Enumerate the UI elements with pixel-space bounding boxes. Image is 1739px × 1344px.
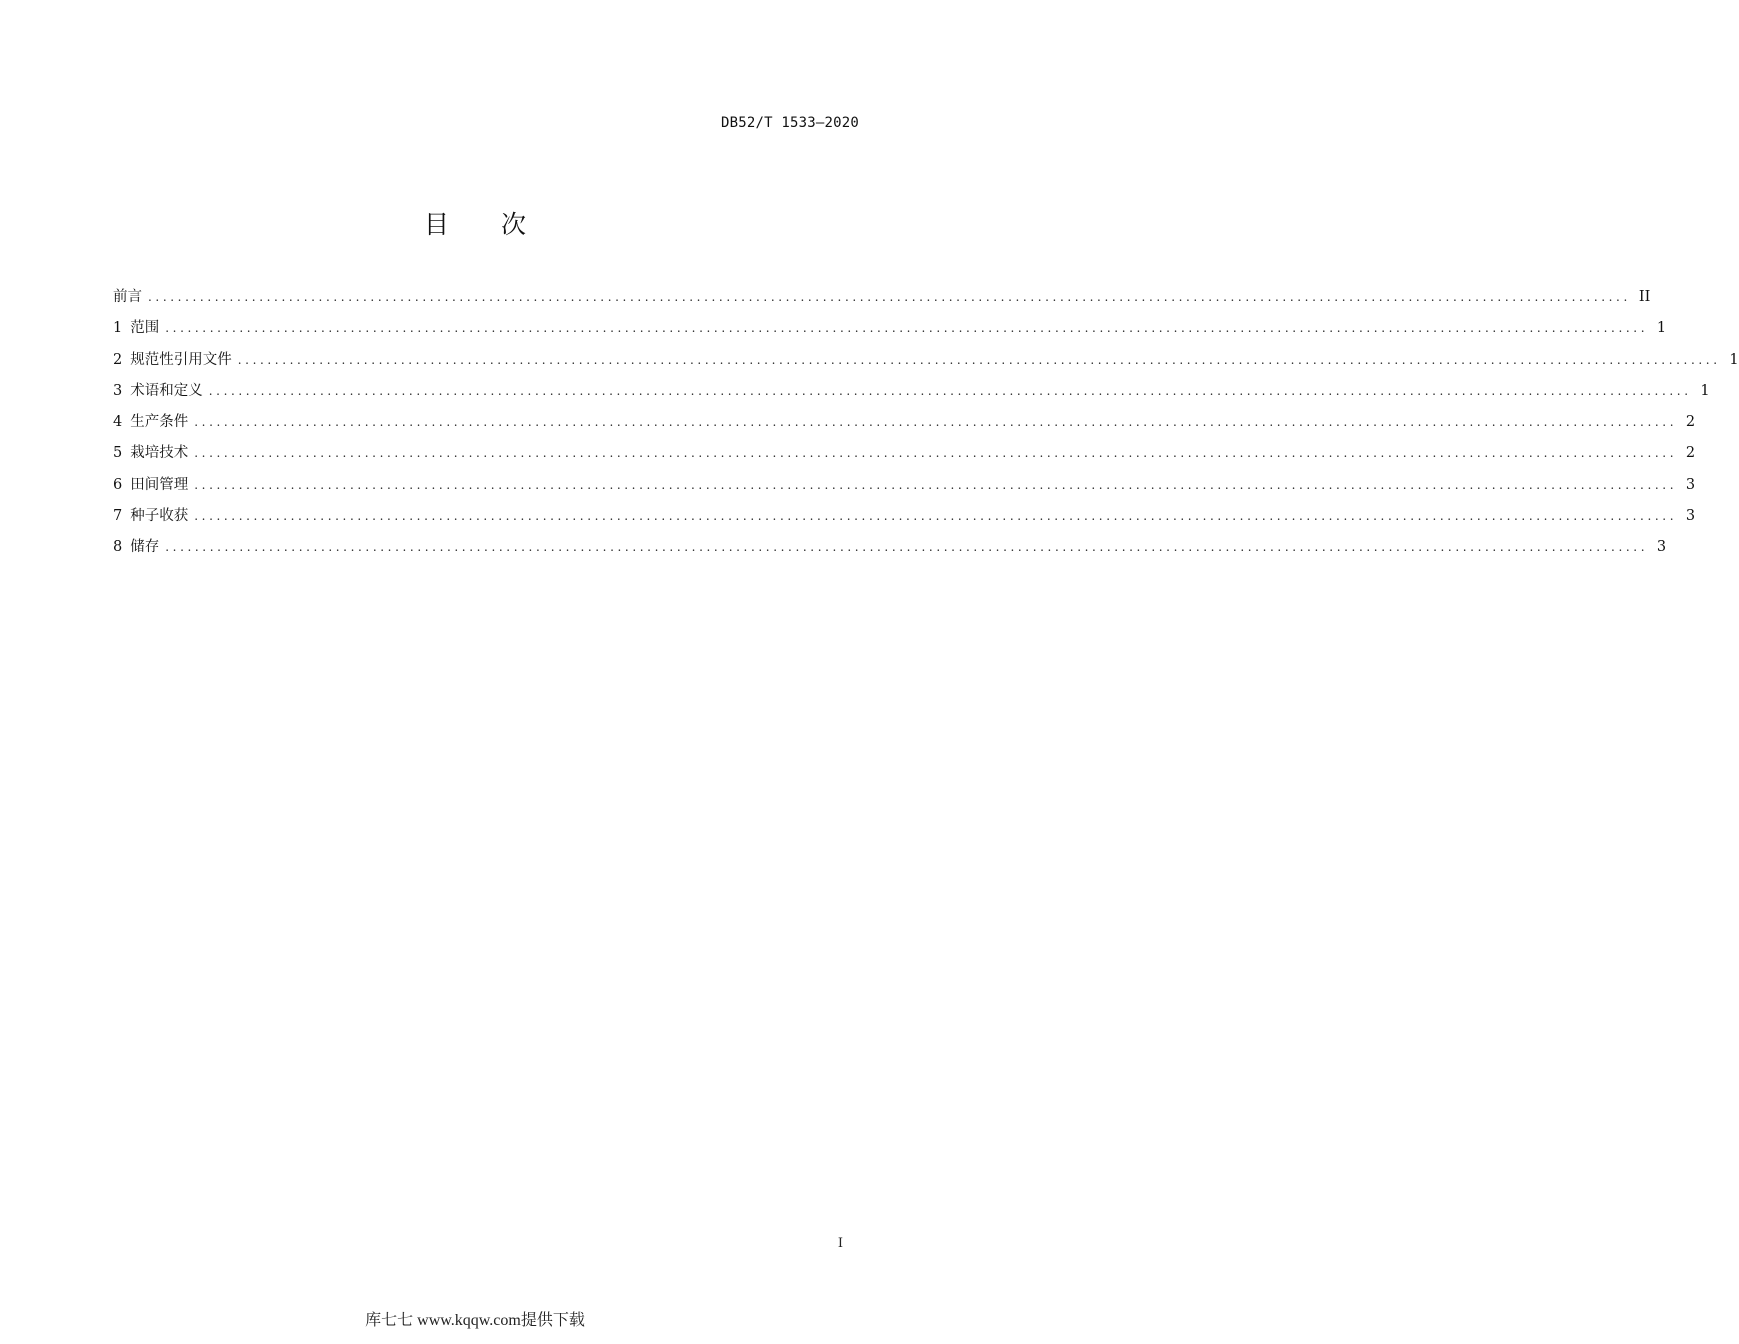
toc-leader-dots: ........................................................................................................................................................................................................ [194, 509, 1678, 524]
toc-entry-text: 储存 [130, 539, 160, 556]
toc-list [113, 285, 1739, 567]
toc-entry-text: 种子收获 [130, 508, 189, 525]
toc-entry-text: 生产条件 [130, 414, 189, 431]
toc-entry-text: 前言 [113, 289, 142, 305]
toc-entry-seed-harvest[interactable] [113, 504, 1696, 535]
toc-entry-number: 1 [113, 320, 123, 337]
footer-download-notice: 库七七 www.kqqw.com提供下载 [365, 1312, 585, 1329]
toc-leader-dots: ........................................................................................................................................................................................................ [208, 383, 1692, 398]
toc-entry-number: 6 [113, 476, 123, 493]
page-number: I [837, 1236, 843, 1251]
toc-title-char-1: 目 [423, 210, 449, 239]
toc-leader-dots: ........................................................................................................................................................................................................ [194, 477, 1678, 492]
toc-entry-number: 4 [113, 414, 123, 431]
toc-entry-page: 1 [1729, 351, 1739, 368]
toc-title [0, 205, 950, 241]
toc-entry-production-conditions[interactable] [113, 410, 1696, 441]
toc-leader-dots: ........................................................................................................................................................................................................ [165, 540, 1649, 555]
toc-entry-field-management[interactable] [113, 473, 1696, 504]
toc-leader-dots: ........................................................................................................................................................................................................ [148, 290, 1631, 304]
toc-entry-terms-definitions[interactable] [113, 379, 1710, 410]
toc-entry-storage[interactable] [113, 535, 1667, 566]
toc-entry-page: 3 [1685, 508, 1696, 525]
toc-entry-number: 2 [113, 351, 123, 368]
toc-entry-page: 2 [1685, 445, 1696, 462]
document-code: DB52/T 1533—2020 [720, 115, 859, 131]
toc-entry-page: 3 [1656, 539, 1667, 556]
toc-entry-scope[interactable] [113, 316, 1667, 347]
toc-leader-dots: ........................................................................................................................................................................................................ [165, 321, 1649, 336]
toc-title-char-2: 次 [501, 210, 527, 239]
toc-entry-text: 规范性引用文件 [130, 351, 232, 368]
toc-entry-page: II [1638, 289, 1651, 305]
toc-entry-text: 栽培技术 [130, 445, 189, 462]
toc-entry-text: 田间管理 [130, 476, 189, 493]
toc-entry-normative-references[interactable] [113, 348, 1739, 379]
toc-entry-number: 3 [113, 382, 123, 399]
toc-entry-page: 1 [1700, 382, 1710, 399]
toc-entry-number: 8 [113, 539, 123, 556]
toc-leader-dots: ........................................................................................................................................................................................................ [194, 446, 1678, 461]
toc-entry-page: 3 [1685, 476, 1696, 493]
toc-leader-dots: ........................................................................................................................................................................................................ [194, 415, 1678, 430]
toc-entry-page: 1 [1656, 320, 1667, 337]
toc-entry-page: 2 [1685, 414, 1696, 431]
toc-entry-foreword[interactable] [113, 285, 1651, 316]
toc-entry-number: 7 [113, 508, 123, 525]
toc-entry-text: 术语和定义 [130, 382, 203, 399]
toc-entry-number: 5 [113, 445, 123, 462]
toc-entry-text: 范围 [130, 320, 160, 337]
toc-leader-dots: ........................................................................................................................................................................................................ [237, 352, 1721, 367]
toc-entry-cultivation-techniques[interactable] [113, 441, 1696, 472]
